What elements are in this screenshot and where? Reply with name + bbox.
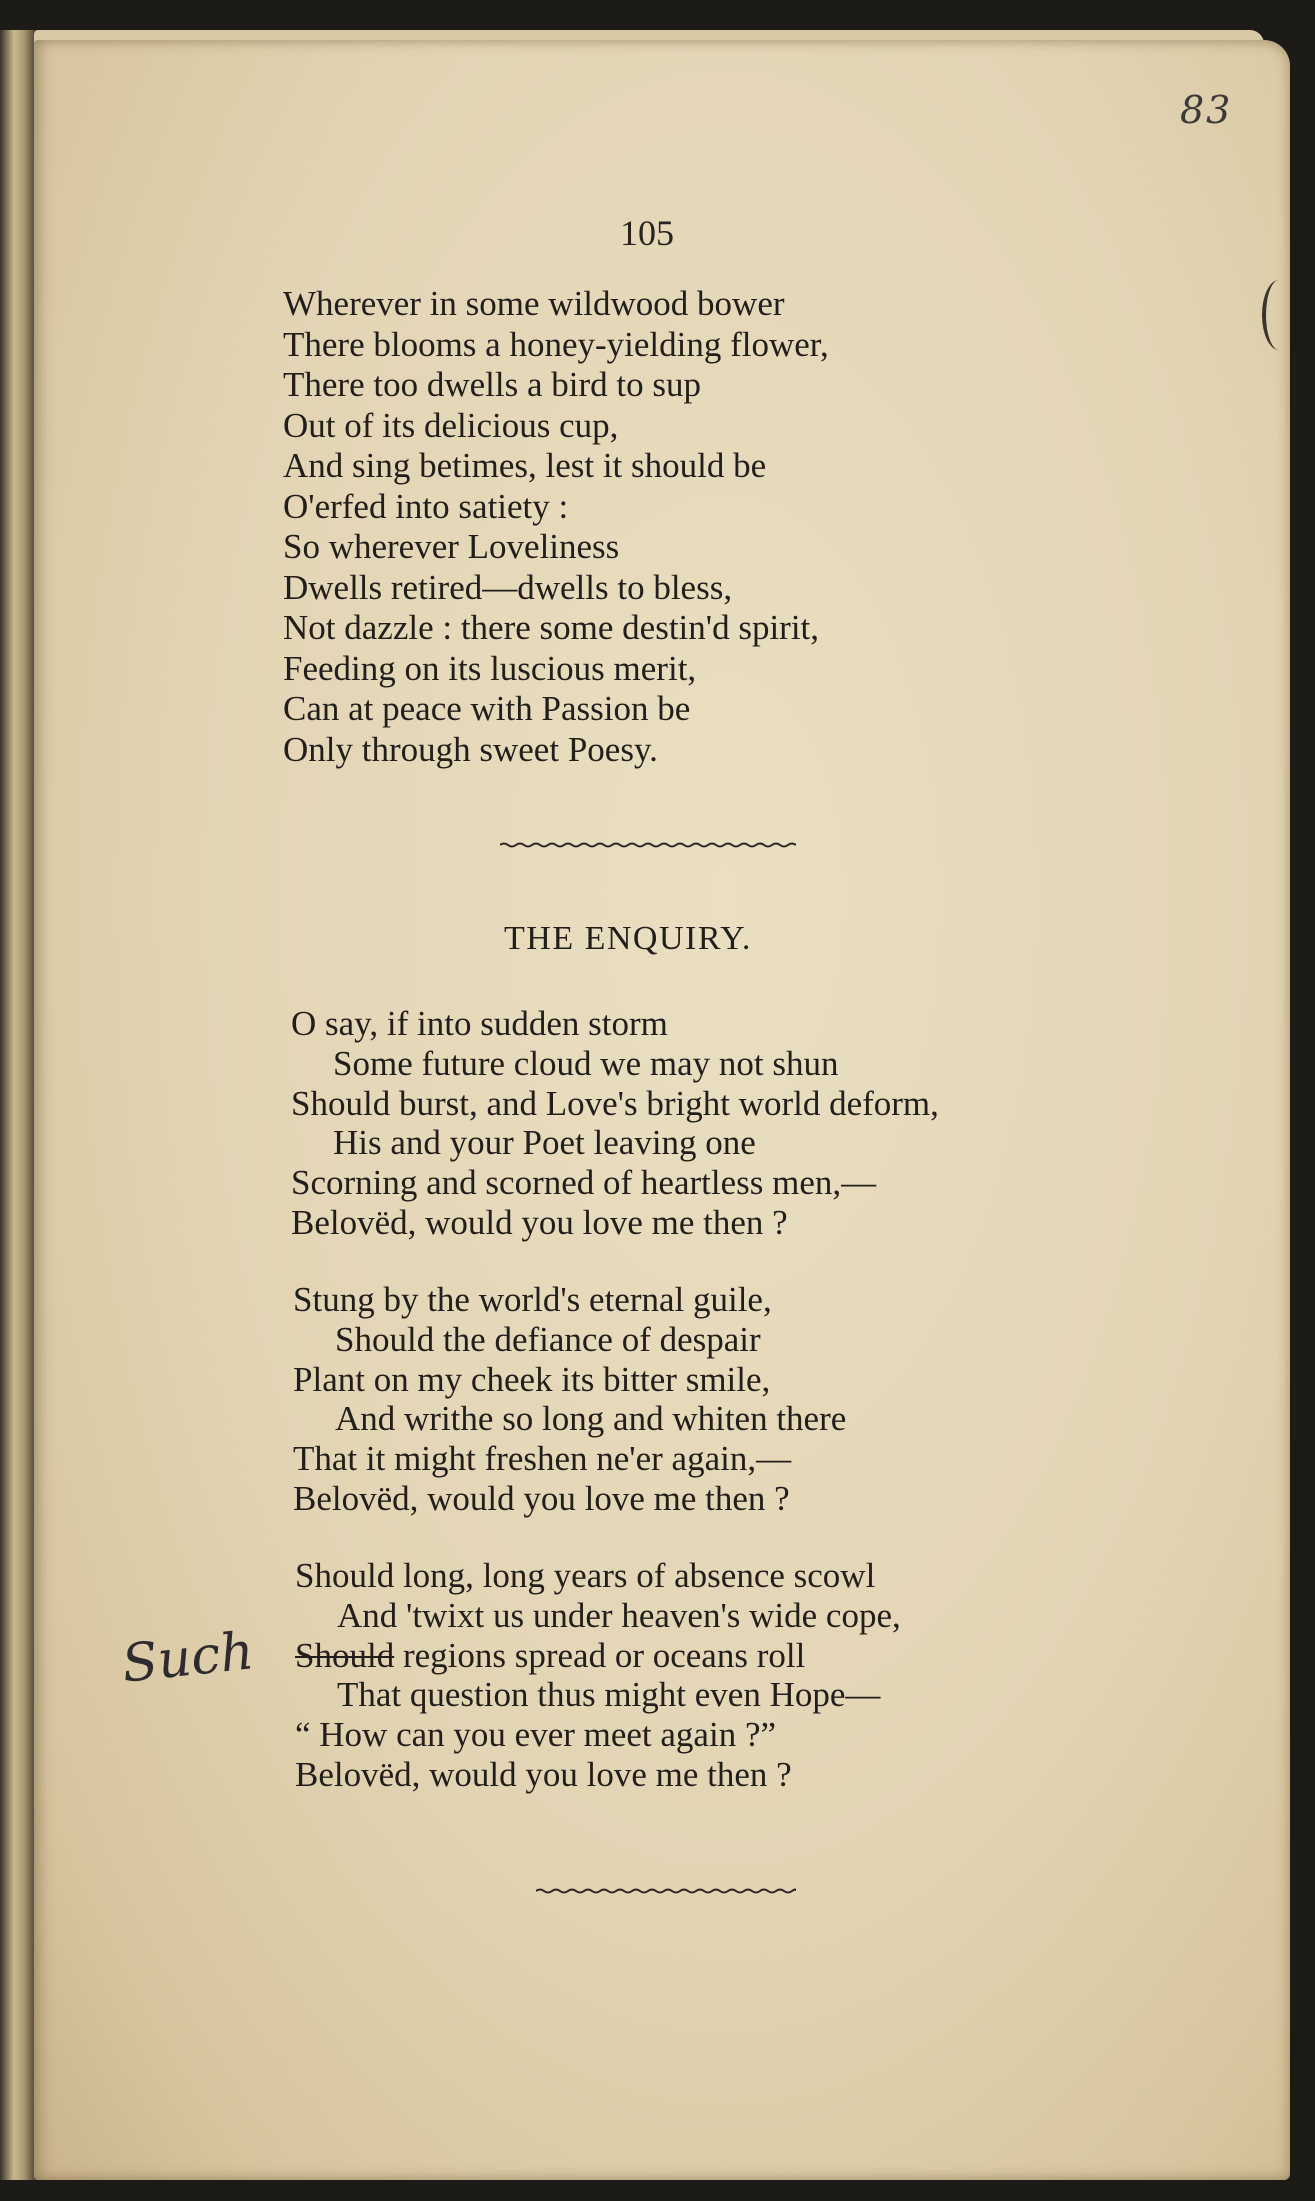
poem-line: Can at peace with Passion be — [283, 689, 691, 728]
poem-line: Some future cloud we may not shun — [333, 1043, 839, 1083]
ornamental-rule — [500, 840, 796, 850]
poem-line: Dwells retired—dwells to bless, — [283, 567, 733, 607]
poem-line: Belovëd, would you love me then ? — [293, 1478, 790, 1518]
page-number: 105 — [620, 213, 674, 253]
poem-line: Only through sweet Poesy. — [283, 729, 658, 769]
poem-line: That it might freshen ne'er again,— — [293, 1439, 792, 1479]
poem-line: Belovëd, would you love me then ? — [295, 1754, 792, 1794]
poem-line: O'erfed into satiety : — [283, 486, 569, 526]
poem-line: So wherever Loveliness — [283, 527, 620, 566]
stanza-1 — [291, 1004, 939, 1243]
poem-line: “ How can you ever meet again ?” — [295, 1715, 777, 1755]
poem-line: Belovëd, would you love me then ? — [291, 1202, 788, 1242]
poem-line: Not dazzle : there some destin'd spirit, — [283, 608, 820, 647]
poem-line: Stung by the world's eternal guile, — [293, 1280, 772, 1319]
poem-line: O say, if into sudden storm — [291, 1004, 668, 1043]
page-clip — [1262, 280, 1296, 350]
handwritten-folio-number: 83 — [1180, 88, 1233, 132]
poem-line — [295, 1636, 901, 1676]
ornamental-rule — [536, 1886, 796, 1896]
poem-line: There blooms a honey-yielding flower, — [283, 324, 829, 364]
poem-continuation — [283, 284, 829, 770]
poem-line: Should burst, and Love's bright world deform, — [291, 1083, 939, 1123]
poem-line: That question thus might even Hope— — [337, 1675, 881, 1715]
poem-line: Scorning and scorned of heartless men,— — [291, 1163, 877, 1203]
poem-line: His and your Poet leaving one — [333, 1123, 756, 1163]
poem-line: There too dwells a bird to sup — [283, 365, 701, 404]
poem-line: Wherever in some wildwood bower — [283, 284, 785, 323]
poem-line: Should long, long years of absence scowl — [295, 1556, 876, 1595]
poem-line: Out of its delicious cup, — [283, 405, 619, 445]
poem-line: And 'twixt us under heaven's wide cope, — [337, 1595, 901, 1635]
poem-line: Feeding on its luscious merit, — [283, 648, 697, 688]
poem-line: Plant on my cheek its bitter smile, — [293, 1359, 771, 1399]
stanza-2 — [293, 1280, 846, 1519]
poem-line: And sing betimes, lest it should be — [283, 446, 767, 485]
handwritten-annotation: Such — [119, 1621, 257, 1695]
struck-word: Should — [295, 1635, 395, 1675]
poem-line: And writhe so long and whiten there — [335, 1399, 847, 1439]
poem-line: Should the defiance of despair — [335, 1319, 761, 1359]
poem-line-rest: regions spread or oceans roll — [394, 1635, 806, 1675]
stanza-3 — [295, 1556, 901, 1795]
poem-title: THE ENQUIRY. — [504, 920, 752, 957]
